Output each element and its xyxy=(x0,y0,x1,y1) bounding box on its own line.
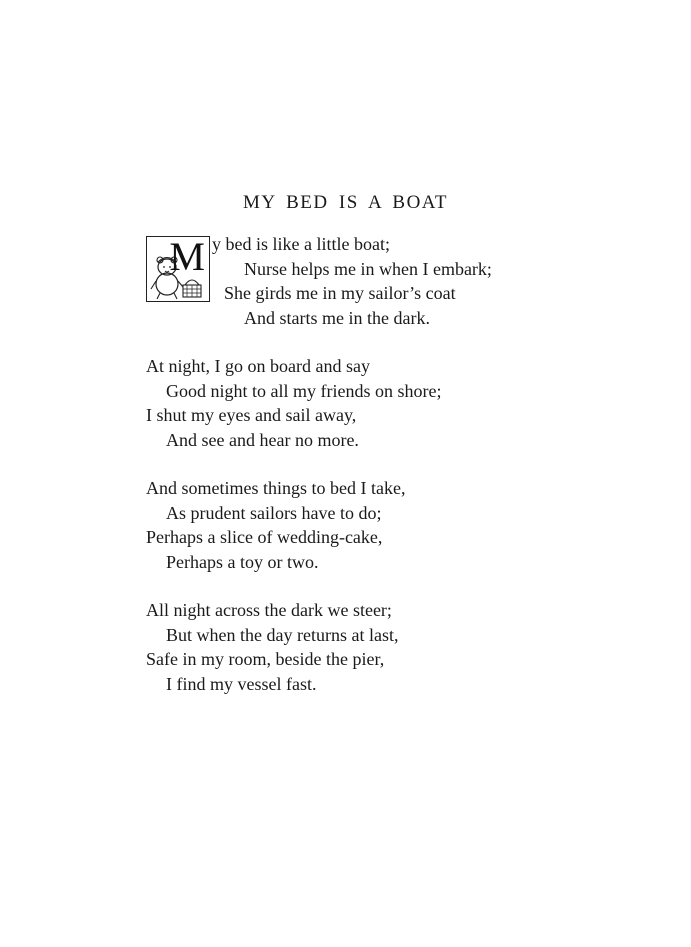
poem-line: Nurse helps me in when I embark; xyxy=(244,258,492,279)
poem-line: Perhaps a slice of wedding-cake, xyxy=(146,527,383,547)
poem-line: Good night to all my friends on shore; xyxy=(166,380,442,401)
poem-line: And starts me in the dark. xyxy=(244,307,430,328)
poem-line: Perhaps a toy or two. xyxy=(166,551,319,572)
poem-line: At night, I go on board and say xyxy=(146,356,370,376)
stanza-1 xyxy=(146,232,586,330)
poem-line: Safe in my room, beside the pier, xyxy=(146,649,385,669)
poem-line: And sometimes things to bed I take, xyxy=(146,478,406,498)
poem-line: y bed is like a little boat; xyxy=(212,234,390,254)
poem-body xyxy=(146,232,586,720)
poem-line: She girds me in my sailor’s coat xyxy=(224,283,456,303)
stanza-2 xyxy=(146,354,586,452)
poem-line: I find my vessel fast. xyxy=(166,673,317,694)
poem-line: As prudent sailors have to do; xyxy=(166,502,382,523)
poem-title: MY BED IS A BOAT xyxy=(242,192,449,213)
poem-line: All night across the dark we steer; xyxy=(146,600,392,620)
poem-line: But when the day returns at last, xyxy=(166,624,399,645)
stanza-4 xyxy=(146,598,586,696)
stanza-3 xyxy=(146,476,586,574)
poem-line: And see and hear no more. xyxy=(166,429,359,450)
poem-line: I shut my eyes and sail away, xyxy=(146,405,357,425)
drop-cap-letter: M xyxy=(169,234,205,279)
